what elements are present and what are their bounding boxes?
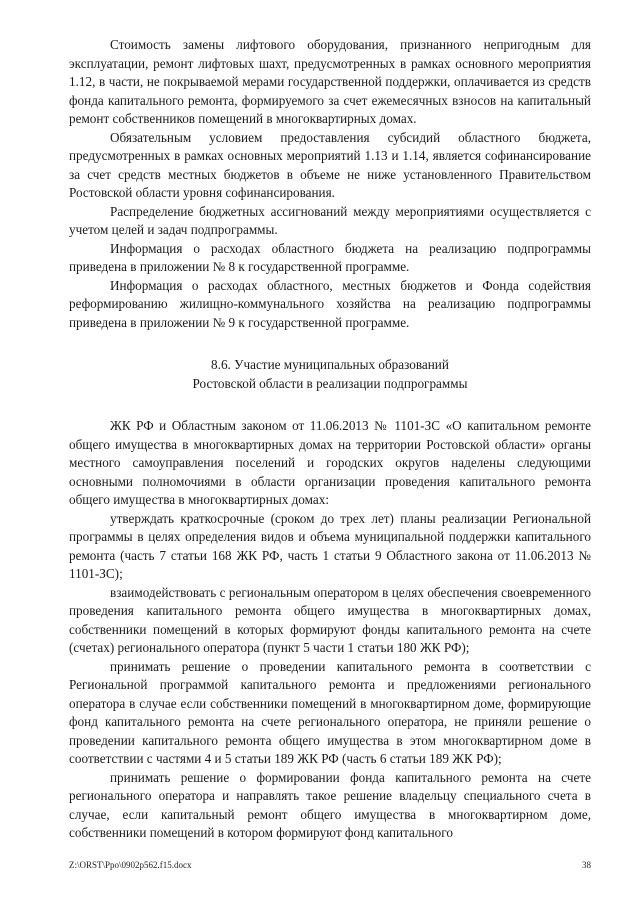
footer-file-path: Z:\ORST\Ppo\0902p562.f15.docx bbox=[69, 860, 192, 870]
paragraph-regional-budget-info: Информация о расходах областного бюджета на реализацию подпрограммы приведена в приложении № 8 к государственной программе. bbox=[69, 240, 591, 274]
paragraph-fund-formation-decision: принимать решение о формировании фонда капитального ремонта на счете регионального оператора и направлять такое решение владельцу специального счета в случае, если капитальный ремонт общего имущества в многоквартирном доме, собственники помещений в котором формируют фонд капитального bbox=[69, 769, 591, 840]
paragraph-budget-distribution: Распределение бюджетных ассигнований между мероприятиями осуществляется с учетом целей и задач подпрограммы. bbox=[69, 203, 591, 237]
paragraph-cofinancing-condition: Обязательным условием предоставления субсидий областного бюджета, предусмотренных в рамках основных мероприятий 1.13 и 1.14, является софинансирование за счет средств местных бюджетов в объеме не ниже установленного Правительством Ростовской области уровня софинансирования. bbox=[69, 129, 591, 200]
page-number: 38 bbox=[582, 860, 591, 870]
paragraph-municipal-powers: ЖК РФ и Областным законом от 11.06.2013 № 1101-ЗС «О капитальном ремонте общего имущества в многоквартирных домах на территории Ростовской области» органы местного самоуправления поселений и городских округов наделены следующими основными полномочиями в области организации проведения капитального ремонта общего имущества в многоквартирных домах: bbox=[69, 418, 591, 507]
section-heading-line-1: 8.6. Участие муниципальных образований bbox=[211, 357, 449, 372]
paragraph-elevator-cost: Стоимость замены лифтового оборудования, признанного непригодным для эксплуатации, ремонт лифтовых шахт, предусмотренных в рамках основного мероприятия 1.12, в части, не покрываемой мерами государственной поддержки, оплачивается из средств фонда капитального ремонта, формируемого за счет ежемесячных взносов на капитальный ремонт собственников помещений в многоквартирных домах. bbox=[69, 37, 591, 126]
section-heading bbox=[69, 356, 591, 393]
paragraph-fund-info: Информация о расходах областного, местных бюджетов и Фонда содействия реформированию жилищно-коммунального хозяйства на реализацию подпрограммы приведена в приложении № 9 к государственной программе. bbox=[69, 277, 591, 330]
paragraph-repair-decision: принимать решение о проведении капитального ремонта в соответствии с Региональной программой капитального ремонта и предложениями регионального оператора в случае если собственники помещений в многоквартирном доме, формирующие фонд капитального ремонта на счете регионального оператора, не приняли решение о проведении капитального ремонта общего имущества в этом многоквартирном доме в соответствии с частями 4 и 5 статьи 189 ЖК РФ (часть 6 статьи 189 ЖК РФ); bbox=[69, 658, 591, 766]
paragraph-approve-plans: утверждать краткосрочные (сроком до трех лет) планы реализации Региональной программы в целях определения видов и объема муниципальной поддержки капитального ремонта (часть 7 статьи 168 ЖК РФ, часть 1 статьи 9 Областного закона от 11.06.2013 № 1101-ЗС); bbox=[69, 510, 591, 581]
paragraph-interact-operator: взаимодействовать с региональным оператором в целях обеспечения своевременного проведения капитального ремонта общего имущества в многоквартирных домах, собственники помещений в которых формируют фонды капитального ремонта на счете (счетах) регионального оператора (пункт 5 части 1 статьи 180 ЖК РФ); bbox=[69, 584, 591, 655]
section-heading-line-2: Ростовской области в реализации подпрограммы bbox=[192, 375, 468, 391]
document-body bbox=[69, 36, 591, 843]
